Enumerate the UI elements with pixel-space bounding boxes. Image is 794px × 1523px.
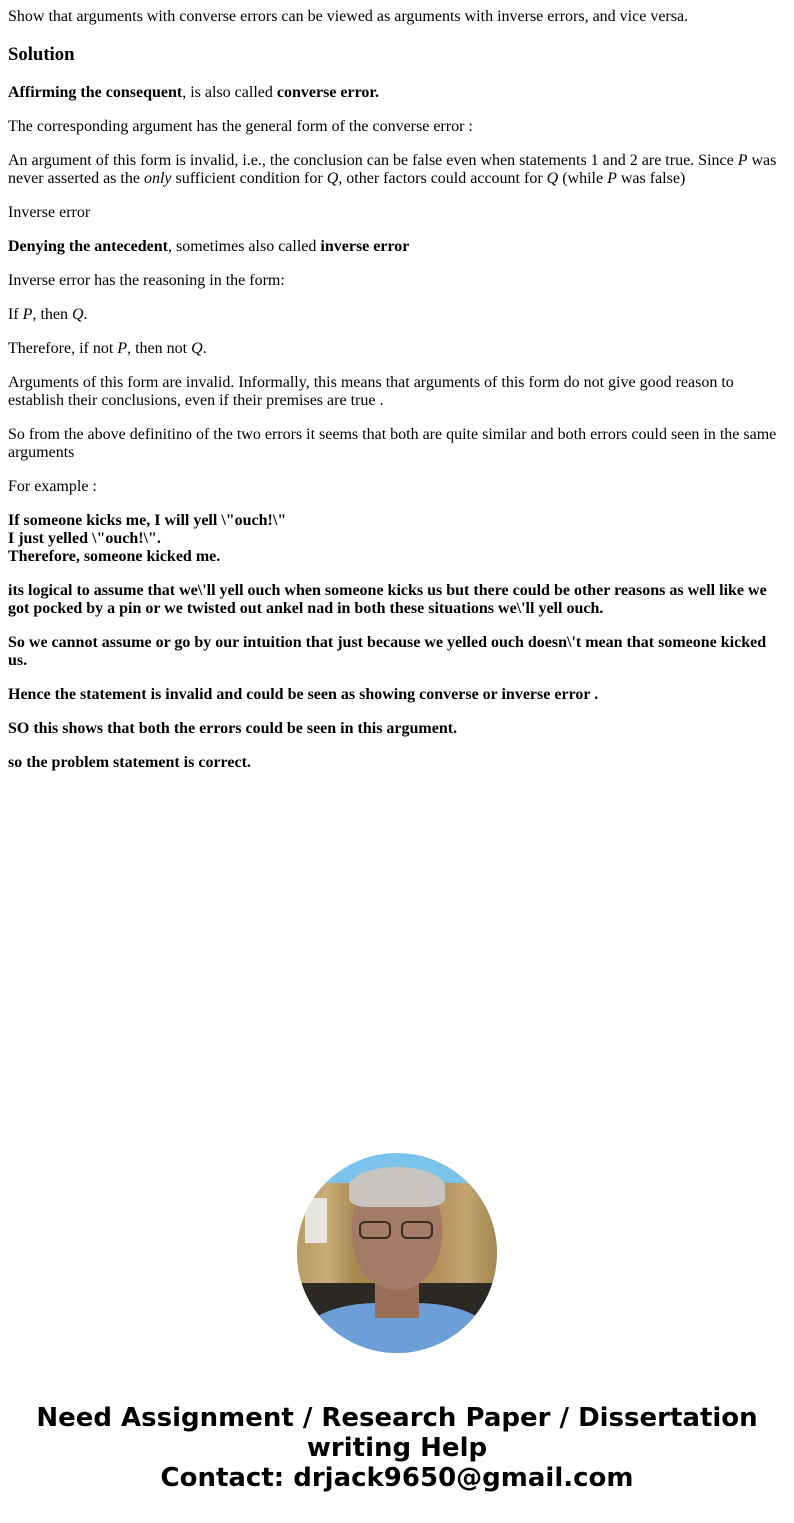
- document-content: [8, 0, 786, 788]
- term-denying-antecedent: Denying the antecedent: [8, 238, 168, 255]
- inverse-form-intro: Inverse error has the reasoning in the form:: [8, 272, 285, 289]
- converse-error-definition: Affirming the consequent, is also called converse error.: [8, 84, 380, 101]
- question-text: Show that arguments with converse errors can be viewed as arguments with inverse errors, and vice versa.: [8, 8, 689, 25]
- banner-line-2: writing Help: [306, 1433, 488, 1463]
- term-converse-error: converse error.: [276, 84, 380, 101]
- both-errors-conclusion: SO this shows that both the errors could be seen in this argument.: [8, 720, 458, 737]
- inverse-invalid-explanation: Arguments of this form are invalid. Informally, this means that arguments of this form do not give good reason to establish their conclusions, even if their premises are true .: [8, 374, 734, 409]
- term-affirming-consequent: Affirming the consequent: [8, 84, 183, 101]
- term-inverse-error: inverse error: [320, 238, 410, 255]
- example-label: For example :: [8, 478, 97, 495]
- glasses-icon: [359, 1221, 435, 1241]
- banner-line-1: Need Assignment / Research Paper / Dissertation: [36, 1403, 758, 1433]
- intuition-paragraph: So we cannot assume or go by our intuition that just because we yelled ouch doesn\'t mean that someone kicked us.: [8, 634, 767, 669]
- inverse-error-label: Inverse error: [8, 204, 91, 221]
- final-statement: so the problem statement is correct.: [8, 754, 251, 771]
- converse-form-intro: The corresponding argument has the general form of the converse error :: [8, 118, 473, 135]
- author-avatar: [297, 1153, 497, 1353]
- invalid-conclusion: Hence the statement is invalid and could be seen as showing converse or inverse error .: [8, 686, 599, 703]
- contact-email: Contact: drjack9650@gmail.com: [160, 1463, 634, 1493]
- inverse-error-definition: Denying the antecedent, sometimes also called inverse error: [8, 238, 410, 255]
- conclusion-not-p-not-q: Therefore, if not P, then not Q.: [8, 340, 207, 357]
- example-argument: If someone kicks me, I will yell \"ouch!\" I just yelled \"ouch!\". Therefore, someone kicked me.: [8, 512, 287, 565]
- example-explanation: its logical to assume that we\'ll yell ouch when someone kicks us but there could be other reasons as well like we got pocked by a pin or we twisted out ankel nad in both these situations we\'ll yell ouch.: [8, 582, 767, 617]
- solution-heading: Solution: [8, 44, 75, 65]
- contact-banner: [0, 1403, 794, 1493]
- premise-if-p-then-q: If P, then Q.: [8, 306, 88, 323]
- comparison-paragraph: So from the above definitino of the two errors it seems that both are quite similar and both errors could seen in the same arguments: [8, 426, 777, 461]
- converse-invalid-explanation: An argument of this form is invalid, i.e., the conclusion can be false even when statements 1 and 2 are true. Since P was never asserted as the only sufficient condition for Q, other factors could account for Q (while P was false): [8, 152, 777, 187]
